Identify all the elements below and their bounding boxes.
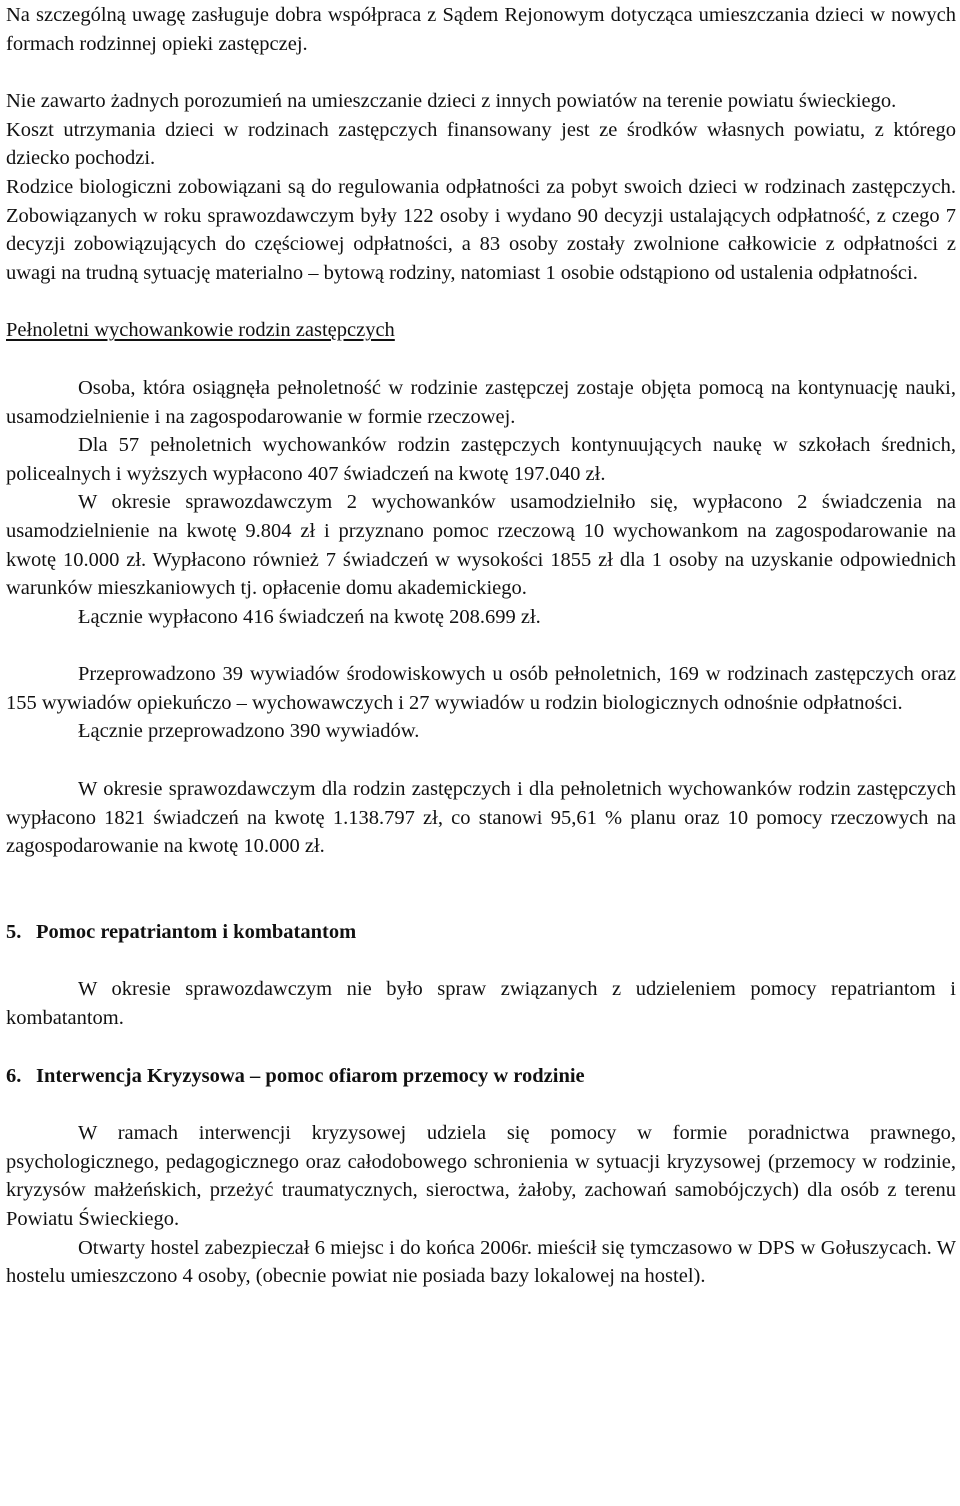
section-title: Pomoc repatriantom i kombatantom — [36, 920, 357, 943]
paragraph-education-benefits: Dla 57 pełnoletnich wychowanków rodzin zastępczych kontynuujących naukę w szkołach średnich, policealnych i wyższych wypłacono 407 świadczeń na kwotę 197.040 zł. — [6, 434, 956, 485]
paragraph-annual-summary: W okresie sprawozdawczym dla rodzin zastępczych i dla pełnoletnich wychowanków rodzin zastępczych wypłacono 1821 świadczeń na kwotę 1.138.797 zł, co stanowi 95,61 % planu oraz 10 pomocy rzeczowych na zagospodarowanie na kwotę 10.000 zł. — [6, 778, 956, 858]
paragraph-interviews: Przeprowadzono 39 wywiadów środowiskowych u osób pełnoletnich, 169 w rodzinach zastępczych oraz 155 wywiadów opiekuńczo – wychowawczych i 27 wywiadów u rodzin biologicznych odnośnie odpłatności. — [6, 663, 956, 714]
paragraph-interviews-total: Łącznie przeprowadzono 390 wywiadów. — [78, 720, 420, 743]
section-title: Interwencja Kryzysowa – pomoc ofiarom przemocy w rodzinie — [36, 1064, 585, 1087]
section-heading-crisis-intervention — [6, 1062, 956, 1091]
paragraph-court-cooperation: Na szczególną uwagę zasługuje dobra współpraca z Sądem Rejonowym dotycząca umieszczania dzieci w nowych formach rodzinnej opieki zastępczej. — [6, 4, 956, 55]
paragraph-no-agreements: Nie zawarto żadnych porozumień na umieszczanie dzieci z innych powiatów na terenie powiatu świeckiego. — [6, 90, 897, 113]
section-heading-repatriates — [6, 918, 956, 947]
section-number: 5. — [6, 920, 22, 943]
paragraph-hostel: Otwarty hostel zabezpieczał 6 miejsc i do końca 2006r. mieścił się tymczasowo w DPS w Gołuszycach. W hostelu umieszczono 4 osoby, (obecnie powiat nie posiada bazy lokalowej na hostel). — [6, 1236, 956, 1288]
paragraph-repatriates: W okresie sprawozdawczym nie było spraw związanych z udzieleniem pomocy repatriantom i kombatantom. — [6, 978, 956, 1030]
section-number: 6. — [6, 1064, 22, 1087]
document-page — [0, 1, 960, 1506]
paragraph-parent-fees: Rodzice biologiczni zobowiązani są do regulowania odpłatności za pobyt swoich dzieci w rodzinach zastępczych. Zobowiązanych w roku sprawozdawczym były 122 osoby i wydano 90 decyzji ustalających odpłatność, z czego 7 decyzji zobowiązujących do częściowej odpłatności, a 83 osoby zostały zwolnione całkowicie z odpłatności z uwagi na trudną sytuację materialno – bytową rodziny, natomiast 1 osobie odstąpiono od ustalenia odpłatności. — [6, 175, 956, 284]
paragraph-adult-support: Osoba, która osiągnęła pełnoletność w rodzinie zastępczej zostaje objęta pomocą na kontynuację nauki, usamodzielnienie i na zagospodarowanie w formie rzeczowej. — [6, 376, 956, 428]
section-heading-adult-wards: Pełnoletni wychowankowie rodzin zastępczych — [6, 319, 395, 342]
paragraph-benefits-total: Łącznie wypłacono 416 świadczeń na kwotę 208.699 zł. — [78, 605, 541, 628]
paragraph-maintenance-cost: Koszt utrzymania dzieci w rodzinach zastępczych finansowany jest ze środków własnych powiatu, z którego dziecko pochodzi. — [6, 118, 956, 170]
paragraph-independence-benefits: W okresie sprawozdawczym 2 wychowanków usamodzielniło się, wypłacono 2 świadczenia na usamodzielnienie na kwotę 9.804 zł i przyznano pomoc rzeczową 10 wychowankom na zagospodarowanie na kwotę 10.000 zł. Wypłacono również 7 świadczeń w wysokości 1855 zł dla 1 osoby na uzyskanie odpowiednich warunków mieszkaniowych tj. opłacenie domu akademickiego. — [6, 491, 956, 600]
paragraph-crisis-help: W ramach interwencji kryzysowej udziela się pomocy w formie poradnictwa prawnego, psychologicznego, pedagogicznego oraz całodobowego schronienia w sytuacji kryzysowej (przemocy w rodzinie, kryzysów małżeńskich, przeżyć traumatycznych, sieroctwa, żałoby, zachowań samobójczych) dla osób z terenu Powiatu Świeckiego. — [6, 1122, 956, 1230]
